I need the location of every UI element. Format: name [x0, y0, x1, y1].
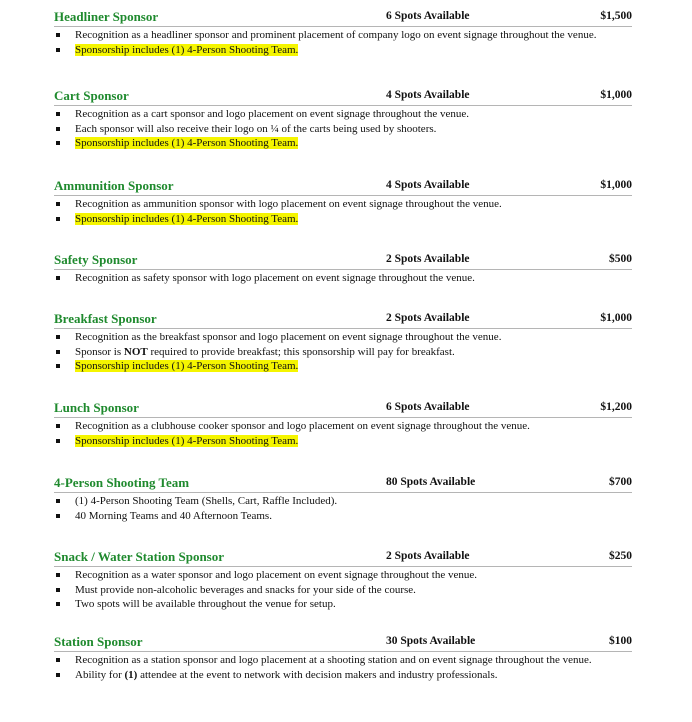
sponsor-name: Lunch Sponsor — [54, 400, 139, 415]
square-bullet-icon — [56, 602, 60, 606]
square-bullet-icon — [56, 588, 60, 592]
benefit-item — [54, 583, 632, 598]
sponsor-section-cart-sponsor — [54, 87, 632, 150]
section-header — [54, 548, 632, 567]
square-bullet-icon — [56, 364, 60, 368]
benefit-text-part: Sponsorship includes (1) 4-Person Shooting Team. — [75, 360, 299, 373]
benefit-text — [75, 654, 592, 666]
sponsor-section-4-person-shooting-team — [54, 474, 632, 522]
sponsor-name: Snack / Water Station Sponsor — [54, 549, 225, 564]
benefit-emphasis: NOT — [123, 345, 148, 358]
square-bullet-icon — [56, 514, 60, 518]
sponsor-name: Station Sponsor — [54, 634, 143, 649]
sponsor-price: $100 — [609, 635, 632, 647]
benefit-list — [54, 653, 632, 682]
benefit-text-part: Sponsorship includes (1) 4-Person Shooting Team. — [75, 212, 299, 225]
spots-available: 4 Spots Available — [386, 89, 470, 101]
header-divider — [54, 651, 632, 652]
spots-available: 2 Spots Available — [386, 312, 470, 324]
section-header — [54, 87, 632, 106]
spots-available: 6 Spots Available — [386, 401, 470, 413]
square-bullet-icon — [56, 673, 60, 677]
sponsor-price: $1,500 — [600, 10, 632, 22]
square-bullet-icon — [56, 127, 60, 131]
square-bullet-icon — [56, 141, 60, 145]
benefit-text — [75, 29, 596, 41]
section-header — [54, 177, 632, 196]
benefit-list — [54, 494, 632, 523]
sponsor-section-snack-water-station-sponsor — [54, 548, 632, 611]
benefit-text — [75, 44, 298, 56]
sponsor-price: $1,200 — [600, 401, 632, 413]
benefit-item — [54, 568, 632, 583]
benefit-list — [54, 197, 632, 226]
sponsor-section-safety-sponsor — [54, 251, 632, 285]
square-bullet-icon — [56, 33, 60, 37]
benefit-emphasis: (1) — [124, 668, 138, 681]
benefit-text-part: 40 Morning Teams and 40 Afternoon Teams. — [75, 509, 272, 522]
square-bullet-icon — [56, 499, 60, 503]
sponsor-section-ammunition-sponsor — [54, 177, 632, 225]
sponsor-name: Ammunition Sponsor — [54, 178, 174, 193]
benefit-text — [75, 360, 298, 372]
benefit-text-part: Recognition as a station sponsor and logo placement at a shooting station and on event signage throughout the venue. — [75, 654, 592, 666]
benefit-list — [54, 107, 632, 151]
benefit-item — [54, 597, 632, 612]
benefit-text-part: Recognition as a clubhouse cooker sponsor and logo placement on event signage throughout the venue. — [75, 420, 530, 432]
spots-available: 30 Spots Available — [386, 635, 476, 647]
spots-available: 6 Spots Available — [386, 10, 470, 22]
benefit-item — [54, 271, 632, 286]
sponsor-price: $500 — [609, 253, 632, 265]
sponsor-name: 4-Person Shooting Team — [54, 475, 190, 490]
benefit-text — [75, 198, 502, 210]
benefit-text-part: attendee at the event to network with decision makers and industry professionals. — [137, 668, 498, 681]
section-header — [54, 251, 632, 270]
benefit-text-part: Recognition as safety sponsor with logo placement on event signage throughout the venue. — [75, 272, 475, 284]
square-bullet-icon — [56, 573, 60, 577]
sponsor-price: $250 — [609, 550, 632, 562]
sponsor-name: Headliner Sponsor — [54, 9, 159, 24]
sponsor-price: $1,000 — [600, 179, 632, 191]
square-bullet-icon — [56, 202, 60, 206]
section-header — [54, 399, 632, 418]
sponsor-section-lunch-sponsor — [54, 399, 632, 447]
benefit-text-part: Sponsorship includes (1) 4-Person Shooting Team. — [75, 434, 299, 447]
benefit-item — [54, 509, 632, 524]
benefit-text-part: Each sponsor will also receive their logo on ¼ of the carts being used by shooters. — [75, 122, 437, 135]
header-divider — [54, 26, 632, 27]
benefit-text — [75, 108, 469, 120]
benefit-text — [75, 510, 272, 522]
section-header — [54, 633, 632, 652]
sponsor-name: Safety Sponsor — [54, 252, 138, 267]
benefit-text — [75, 584, 416, 596]
square-bullet-icon — [56, 424, 60, 428]
sponsor-section-headliner-sponsor — [54, 8, 632, 56]
header-divider — [54, 417, 632, 418]
section-header — [54, 474, 632, 493]
benefit-text — [75, 669, 497, 681]
sponsor-price: $1,000 — [600, 89, 632, 101]
benefit-item — [54, 330, 632, 345]
benefit-item — [54, 653, 632, 668]
benefit-item — [54, 122, 632, 137]
sponsor-name: Breakfast Sponsor — [54, 311, 157, 326]
benefit-text-part: Recognition as a headliner sponsor and prominent placement of company logo on event signage throughout the venue. — [75, 29, 597, 41]
sponsor-section-breakfast-sponsor — [54, 310, 632, 373]
benefit-list — [54, 568, 632, 612]
square-bullet-icon — [56, 276, 60, 280]
benefit-item — [54, 136, 632, 151]
benefit-text — [75, 137, 298, 149]
benefit-text-part: Two spots will be available throughout the venue for setup. — [75, 598, 336, 611]
benefit-item — [54, 197, 632, 212]
benefit-text-part: Sponsorship includes (1) 4-Person Shooting Team. — [75, 43, 299, 56]
header-divider — [54, 269, 632, 270]
sponsor-price: $1,000 — [600, 312, 632, 324]
square-bullet-icon — [56, 335, 60, 339]
benefit-text-part: Ability for — [75, 668, 125, 681]
square-bullet-icon — [56, 658, 60, 662]
benefit-text — [75, 331, 501, 343]
benefit-list — [54, 330, 632, 374]
benefit-item — [54, 28, 632, 43]
benefit-list — [54, 419, 632, 448]
benefit-text — [75, 272, 475, 284]
benefit-text — [75, 495, 337, 507]
benefit-text — [75, 213, 298, 225]
benefit-text-part: Recognition as ammunition sponsor with logo placement on event signage throughout the venue. — [75, 198, 502, 210]
benefit-text-part: Recognition as the breakfast sponsor and logo placement on event signage throughout the venue. — [75, 331, 502, 343]
benefit-text-part: Must provide non-alcoholic beverages and snacks for your side of the course. — [75, 583, 416, 596]
sponsor-name: Cart Sponsor — [54, 88, 129, 103]
benefit-item — [54, 359, 632, 374]
square-bullet-icon — [56, 439, 60, 443]
benefit-item — [54, 434, 632, 449]
spots-available: 80 Spots Available — [386, 476, 476, 488]
header-divider — [54, 492, 632, 493]
benefit-text-part: Sponsorship includes (1) 4-Person Shooting Team. — [75, 137, 299, 150]
benefit-item — [54, 43, 632, 58]
benefit-list — [54, 28, 632, 57]
benefit-text-part: Recognition as a cart sponsor and logo placement on event signage throughout the venue. — [75, 108, 470, 120]
benefit-text-part: Recognition as a water sponsor and logo placement on event signage throughout the venue. — [75, 569, 478, 581]
benefit-item — [54, 419, 632, 434]
benefit-text-part: Sponsor is — [75, 345, 124, 358]
benefit-text — [75, 569, 477, 581]
spots-available: 2 Spots Available — [386, 550, 470, 562]
header-divider — [54, 328, 632, 329]
section-header — [54, 8, 632, 27]
benefit-text — [75, 346, 455, 358]
spots-available: 2 Spots Available — [386, 253, 470, 265]
header-divider — [54, 566, 632, 567]
square-bullet-icon — [56, 48, 60, 52]
benefit-text — [75, 598, 336, 610]
square-bullet-icon — [56, 112, 60, 116]
benefit-text — [75, 435, 298, 447]
benefit-list — [54, 271, 632, 286]
benefit-text-part: (1) 4-Person Shooting Team (Shells, Cart, Raffle Included). — [75, 495, 338, 507]
benefit-item — [54, 212, 632, 227]
benefit-item — [54, 345, 632, 360]
benefit-item — [54, 494, 632, 509]
sponsor-price: $700 — [609, 476, 632, 488]
benefit-item — [54, 668, 632, 683]
benefit-text — [75, 420, 530, 432]
square-bullet-icon — [56, 350, 60, 354]
header-divider — [54, 105, 632, 106]
benefit-item — [54, 107, 632, 122]
benefit-text-part: required to provide breakfast; this sponsorship will pay for breakfast. — [147, 345, 455, 358]
square-bullet-icon — [56, 217, 60, 221]
header-divider — [54, 195, 632, 196]
spots-available: 4 Spots Available — [386, 179, 470, 191]
benefit-text — [75, 123, 436, 135]
section-header — [54, 310, 632, 329]
sponsor-section-station-sponsor — [54, 633, 632, 681]
